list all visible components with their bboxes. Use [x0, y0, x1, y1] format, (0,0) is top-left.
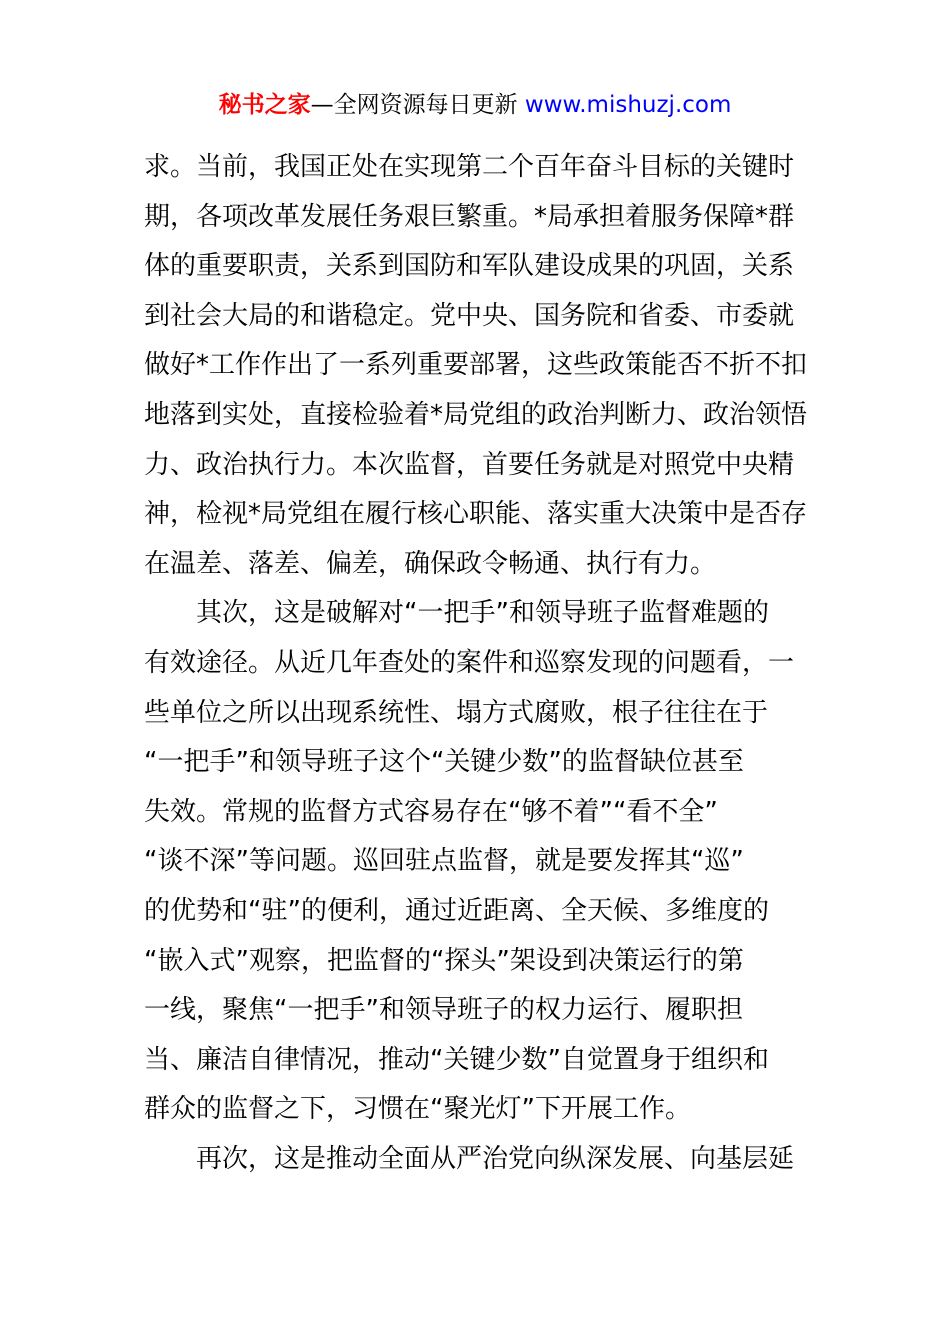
paragraph-start-line: 其次，这是破解对“一把手”和领导班子监督难题的: [196, 598, 769, 629]
site-brand: 秘书之家: [218, 92, 311, 118]
text-line: “一把手”和领导班子这个“关键少数”的监督缺位甚至: [144, 747, 744, 778]
site-url-link[interactable]: www.mishuzj.com: [524, 92, 732, 118]
text-line: 些单位之所以出现系统性、塌方式腐败，根子往往在于: [144, 697, 769, 728]
text-line: 体的重要职责，关系到国防和军队建设成果的巩固，关系: [144, 251, 795, 282]
text-line: 力、政治执行力。本次监督，首要任务就是对照党中央精: [144, 449, 795, 480]
site-tagline: —全网资源每日更新: [310, 92, 525, 118]
text-line: 有效途径。从近几年查处的案件和巡察发现的问题看，一: [144, 647, 795, 678]
text-line: 的优势和“驻”的便利，通过近距离、全天候、多维度的: [144, 895, 769, 926]
paragraph-start-line: 再次，这是推动全面从严治党向纵深发展、向基层延: [196, 1143, 795, 1174]
page-header: [0, 88, 950, 122]
text-line: 失效。常规的监督方式容易存在“够不着”“看不全”: [144, 796, 718, 827]
text-line: “嵌入式”观察，把监督的“探头”架设到决策运行的第: [144, 945, 744, 976]
text-line: 神，检视*局党组在履行核心职能、落实重大决策中是否存: [144, 499, 808, 530]
text-line: 在温差、落差、偏差，确保政令畅通、执行有力。: [144, 548, 717, 579]
text-line: 到社会大局的和谐稳定。党中央、国务院和省委、市委就: [144, 300, 795, 331]
text-line: 期，各项改革发展任务艰巨繁重。*局承担着服务保障*群: [144, 201, 795, 232]
text-line: 求。当前，我国正处在实现第二个百年奋斗目标的关键时: [144, 152, 795, 182]
text-line: 一线，聚焦“一把手”和领导班子的权力运行、履职担: [144, 995, 743, 1026]
document-body: [144, 143, 808, 1184]
text-line: “谈不深”等问题。巡回驻点监督，就是要发挥其“巡”: [144, 846, 744, 877]
text-line: 当、廉洁自律情况，推动“关键少数”自觉置身于组织和: [144, 1044, 769, 1075]
text-line: 地落到实处，直接检验着*局党组的政治判断力、政治领悟: [144, 399, 808, 430]
text-line: 群众的监督之下，习惯在“聚光灯”下开展工作。: [144, 1094, 691, 1125]
text-line: 做好*工作作出了一系列重要部署，这些政策能否不折不扣: [144, 350, 808, 381]
